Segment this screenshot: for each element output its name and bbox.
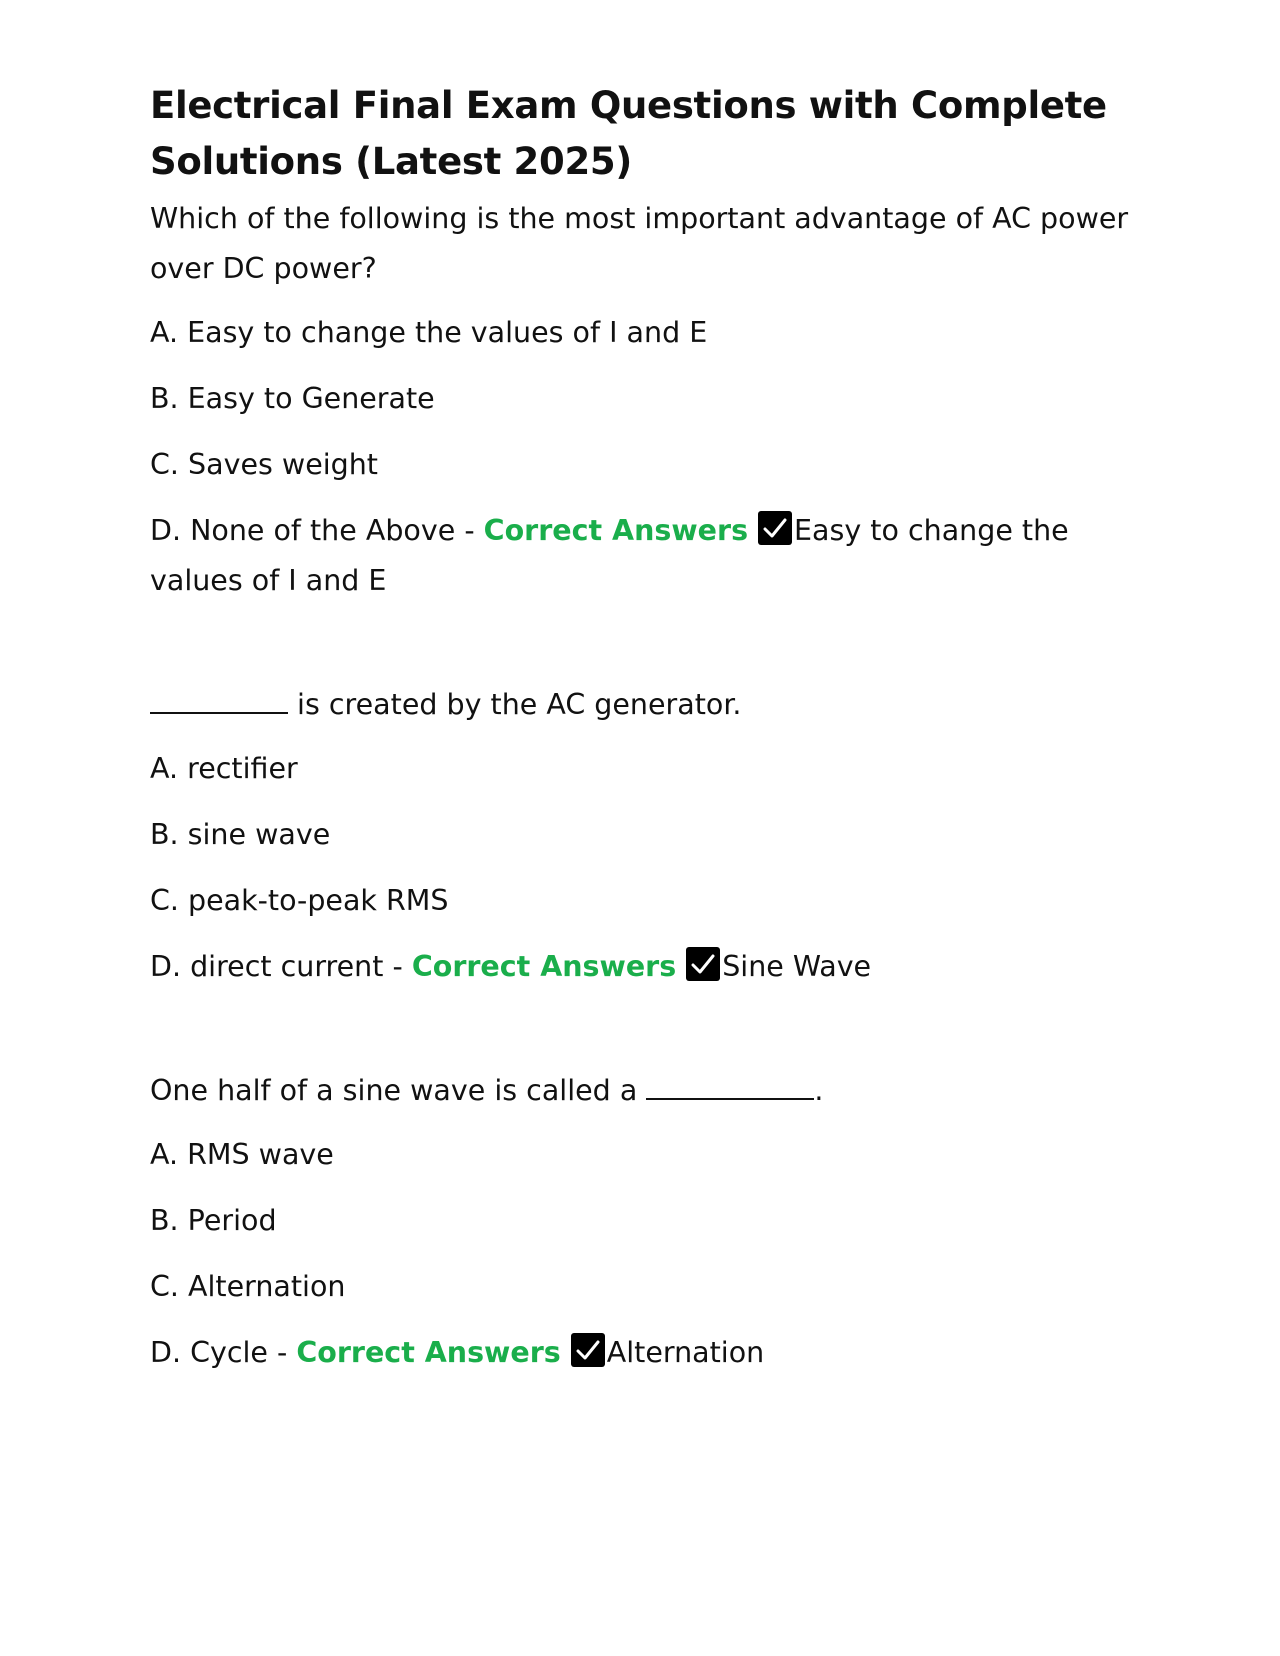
question-block-1 bbox=[150, 194, 1140, 606]
option-d: D. None of the Above - bbox=[150, 514, 484, 547]
option-d-with-answer bbox=[150, 506, 1140, 606]
option-c: C. Alternation bbox=[150, 1270, 346, 1303]
document-title: Electrical Final Exam Questions with Complete Solutions (Latest 2025) bbox=[150, 84, 1107, 183]
option-c: C. peak-to-peak RMS bbox=[150, 884, 449, 917]
answer-text: Easy to change the values of I and E bbox=[150, 514, 1069, 597]
option-d-with-answer bbox=[150, 1328, 1140, 1378]
checkmark-icon bbox=[758, 511, 792, 545]
question-stem: Which of the following is the most important advantage of AC power over DC power? bbox=[150, 202, 1129, 285]
question-stem: One half of a sine wave is called a bbox=[150, 1074, 647, 1107]
option-d-with-answer bbox=[150, 942, 1140, 992]
option-d: D. direct current - bbox=[150, 950, 412, 983]
option-a: A. Easy to change the values of I and E bbox=[150, 316, 708, 349]
correct-answers-label: Correct Answers bbox=[296, 1336, 561, 1369]
correct-answers-label: Correct Answers bbox=[483, 514, 749, 547]
question-stem-end: . bbox=[814, 1074, 824, 1107]
checkmark-icon bbox=[686, 947, 720, 981]
answer-text: Sine Wave bbox=[722, 950, 872, 983]
fill-in-blank bbox=[646, 1070, 814, 1100]
checkmark-icon bbox=[571, 1333, 605, 1367]
fill-in-blank bbox=[150, 684, 288, 714]
question-block-2 bbox=[150, 680, 1140, 992]
question-stem-with-blank bbox=[150, 680, 1140, 730]
spacer bbox=[150, 622, 1140, 680]
question-stem-with-blank bbox=[150, 1066, 1140, 1116]
question-stem: is created by the AC generator. bbox=[288, 688, 742, 721]
option-b: B. Easy to Generate bbox=[150, 382, 435, 415]
correct-answers-label: Correct Answers bbox=[411, 950, 677, 983]
spacer bbox=[150, 1008, 1140, 1066]
option-a: A. rectifier bbox=[150, 752, 298, 785]
question-block-3 bbox=[150, 1066, 1140, 1378]
option-c: C. Saves weight bbox=[150, 448, 378, 481]
option-b: B. sine wave bbox=[150, 818, 331, 851]
option-b: B. Period bbox=[150, 1204, 277, 1237]
answer-text: Alternation bbox=[606, 1336, 765, 1369]
option-a: A. RMS wave bbox=[150, 1138, 334, 1171]
document-page bbox=[150, 78, 1140, 1394]
option-d: D. Cycle - bbox=[150, 1336, 297, 1369]
